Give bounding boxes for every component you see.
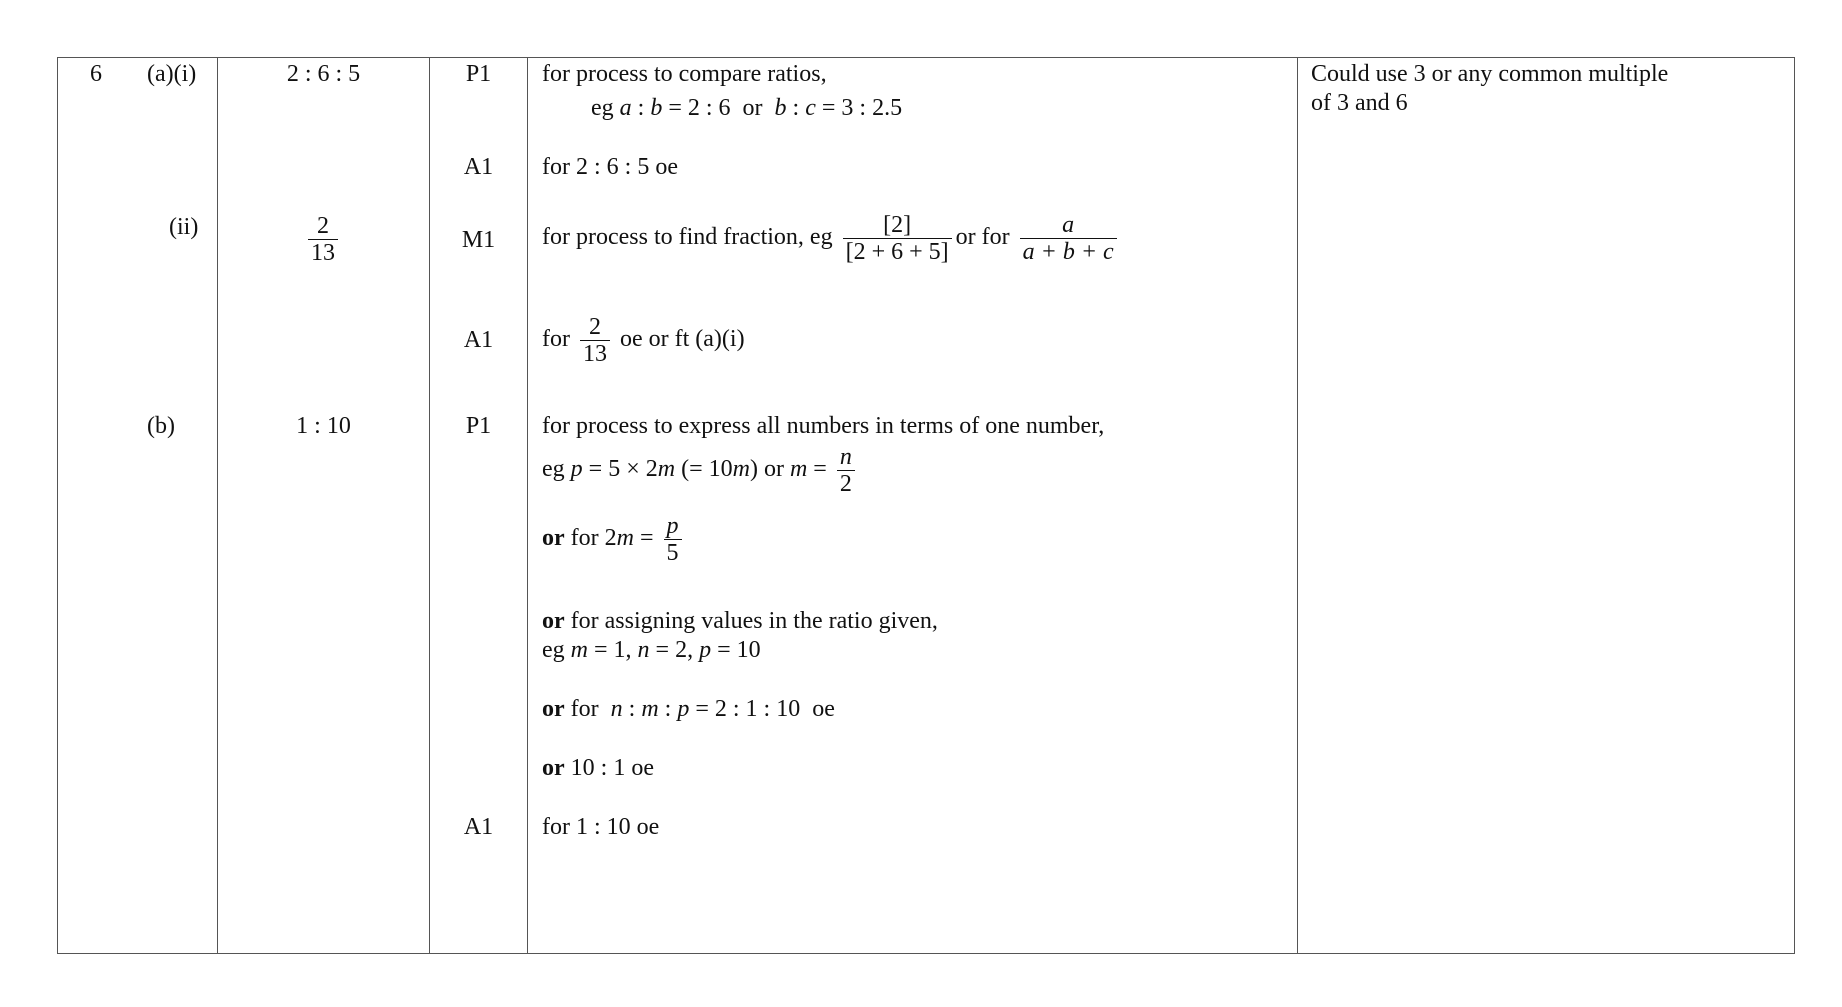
column-divider xyxy=(1297,58,1298,953)
guidance-a-i-a1: for 2 : 6 : 5 oe xyxy=(542,154,678,180)
guidance-a-ii-a1: for $\frac{2}{13}$ oe or ft (a)(i) xyxy=(542,314,745,367)
mark-code-a-i-p1: P1 xyxy=(465,61,492,87)
mark-code-a-i-a1: A1 xyxy=(463,154,494,180)
question-number: 6 xyxy=(90,61,102,87)
guidance-b-p1-eg: eg p = 5 × 2m (= 10m) or m = $\frac{n}{2}$ xyxy=(542,444,859,497)
mark-code-a-ii-a1: A1 xyxy=(463,327,494,353)
comment-a-i-line1: Could use 3 or any common multiple xyxy=(1311,61,1669,87)
mark-code-b-p1: P1 xyxy=(465,413,492,439)
mark-code-b-a1: A1 xyxy=(463,814,494,840)
mark-code-a-ii-m1: M1 xyxy=(461,227,496,253)
mark-scheme-table xyxy=(57,57,1795,954)
part-label-a-i: (a)(i) xyxy=(147,61,197,87)
guidance-b-p1-or2-line1: or for assigning values in the ratio given, xyxy=(542,608,938,634)
answer-a-ii-fraction: $\frac{2}{13}$ xyxy=(304,213,342,266)
guidance-b-a1: for 1 : 10 oe xyxy=(542,814,660,840)
guidance-a-ii-m1: for process to find fraction, eg $\frac{[2]}{[2 + 6 + 5]}$ or for $\frac{a}{a + b + c}$ xyxy=(542,212,1121,265)
column-divider xyxy=(217,58,218,953)
answer-b: 1 : 10 xyxy=(296,413,351,439)
part-label-b: (b) xyxy=(147,413,175,439)
guidance-a-i-p1-line1: for process to compare ratios, xyxy=(542,61,827,87)
guidance-b-p1-or1: or for 2m = $\frac{p}{5}$ xyxy=(542,513,686,566)
guidance-b-p1-or2-line2: eg m = 1, n = 2, p = 10 xyxy=(542,637,761,663)
guidance-b-p1-or3: or for n : m : p = 2 : 1 : 10 oe xyxy=(542,696,835,722)
guidance-a-i-p1-line2: eg a : b = 2 : 6 or b : c = 3 : 2.5 xyxy=(591,95,903,121)
guidance-b-p1-or4: or 10 : 1 oe xyxy=(542,755,654,781)
answer-a-i: 2 : 6 : 5 xyxy=(286,61,361,87)
column-divider xyxy=(527,58,528,953)
comment-a-i-line2: of 3 and 6 xyxy=(1311,90,1408,116)
part-label-a-ii: (ii) xyxy=(169,214,199,240)
guidance-b-p1-line1: for process to express all numbers in terms of one number, xyxy=(542,413,1105,439)
